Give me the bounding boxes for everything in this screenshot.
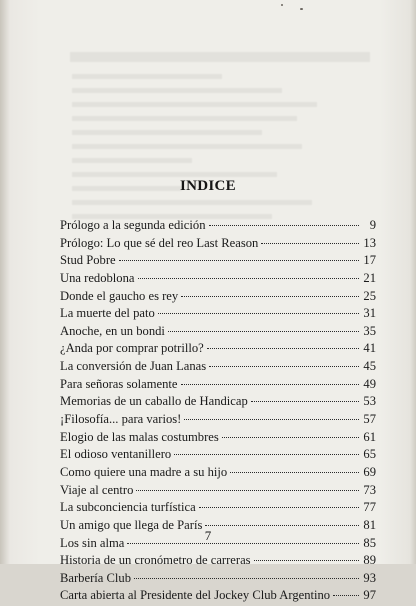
show-through-text — [60, 52, 380, 227]
toc-entry — [60, 430, 376, 448]
dot-leader — [136, 490, 359, 491]
toc-entry-page: 93 — [363, 570, 376, 585]
dot-leader — [230, 472, 359, 473]
toc-entry-title: Prólogo a la segunda edición — [60, 218, 206, 232]
toc-entry-title: ¿Anda por comprar potrillo? — [60, 341, 204, 356]
toc-entry-title: Elogio de las malas costumbres — [60, 429, 219, 444]
toc-entry-page: 13 — [363, 235, 376, 250]
toc-entry-title: Una redoblona — [60, 270, 135, 285]
toc-entry-page: 9 — [369, 218, 376, 232]
toc-entry-page: 81 — [363, 517, 376, 532]
toc-entry-page: 57 — [363, 412, 376, 427]
toc-entry-page: 85 — [363, 535, 376, 550]
toc-entry — [60, 588, 376, 606]
toc-entry — [60, 253, 376, 271]
toc-entry — [60, 465, 376, 483]
dot-leader — [119, 260, 359, 261]
toc-entry — [60, 289, 376, 307]
toc-entry-title: Memorias de un caballo de Handicap — [60, 394, 248, 409]
toc-entry — [60, 412, 376, 430]
toc-entry-title: La muerte del pato — [60, 306, 155, 321]
dot-leader — [251, 401, 359, 402]
toc-entry-page: 35 — [363, 323, 376, 338]
toc-entry — [60, 500, 376, 518]
toc-entry-page: 77 — [363, 500, 376, 515]
dot-leader — [333, 595, 359, 596]
dot-leader — [181, 384, 359, 385]
toc-entry — [60, 377, 376, 395]
toc-entry-page: 21 — [363, 270, 376, 285]
dot-leader — [261, 243, 359, 244]
toc-entry — [60, 394, 376, 412]
page-number: 7 — [204, 528, 212, 543]
paper-speck — [300, 8, 303, 10]
toc-entry-page: 97 — [363, 588, 376, 603]
toc-entry-page: 25 — [363, 288, 376, 303]
toc-entry — [60, 218, 376, 236]
dot-leader — [207, 348, 359, 349]
toc-entry-page: 49 — [363, 376, 376, 391]
toc-entry — [60, 271, 376, 289]
toc-entry-page: 69 — [363, 464, 376, 479]
dot-leader — [205, 525, 359, 526]
toc-entry-title: Historia de un cronómetro de carreras — [60, 553, 251, 568]
toc-entry-page: 31 — [363, 306, 376, 321]
dot-leader — [134, 578, 359, 579]
toc-entry-page: 73 — [363, 482, 376, 497]
toc-entry-page: 89 — [363, 553, 376, 568]
toc-entry — [60, 359, 376, 377]
dot-leader — [168, 331, 359, 332]
toc-entry-page: 41 — [363, 341, 376, 356]
toc-entry-title: Stud Pobre — [60, 253, 116, 268]
toc-entry — [60, 324, 376, 342]
dot-leader — [222, 437, 359, 438]
index-heading: INDICE — [180, 178, 236, 194]
toc-entry-title: Donde el gaucho es rey — [60, 288, 179, 303]
toc-entry-title: ¡Filosofía... para varios! — [60, 412, 182, 427]
toc-entry-title: Prólogo: Lo que sé del reo Last Reason — [60, 235, 259, 250]
toc-entry-title: Anoche, en un bondi — [60, 323, 165, 338]
toc-entry — [60, 483, 376, 501]
toc-entry-title: Los sin alma — [60, 535, 125, 550]
toc-entry — [60, 341, 376, 359]
toc-entry-page: 45 — [363, 359, 376, 374]
toc-entry — [60, 553, 376, 571]
toc-entry-title: Como quiere una madre a su hijo — [60, 464, 228, 479]
dot-leader — [199, 507, 359, 508]
toc-entry-page: 53 — [363, 394, 376, 409]
paper-speck — [281, 4, 283, 6]
dot-leader — [254, 560, 359, 561]
toc-entry-title: La subconciencia turfística — [60, 500, 196, 515]
toc-entry — [60, 236, 376, 254]
toc-entry-page: 65 — [363, 447, 376, 462]
toc-entry-title: Para señoras solamente — [60, 376, 178, 391]
dot-leader — [209, 225, 360, 226]
toc-entry-title: Barbería Club — [60, 570, 131, 585]
dot-leader — [158, 313, 359, 314]
toc-entry — [60, 447, 376, 465]
toc-entry — [60, 306, 376, 324]
dot-leader — [184, 419, 359, 420]
dot-leader — [209, 366, 359, 367]
toc-entry-title: La conversión de Juan Lanas — [60, 359, 207, 374]
table-of-contents — [60, 218, 376, 606]
toc-entry-title: Carta abierta al Presidente del Jockey Club Argentino — [60, 588, 331, 603]
toc-entry-page: 17 — [363, 253, 376, 268]
toc-entry — [60, 571, 376, 589]
dot-leader — [138, 278, 360, 279]
dot-leader — [181, 296, 359, 297]
toc-entry-title: El odioso ventanillero — [60, 447, 172, 462]
dot-leader — [174, 454, 359, 455]
toc-entry-title: Un amigo que llega de París — [60, 517, 203, 532]
toc-entry-page: 61 — [363, 429, 376, 444]
toc-entry-title: Viaje al centro — [60, 482, 134, 497]
